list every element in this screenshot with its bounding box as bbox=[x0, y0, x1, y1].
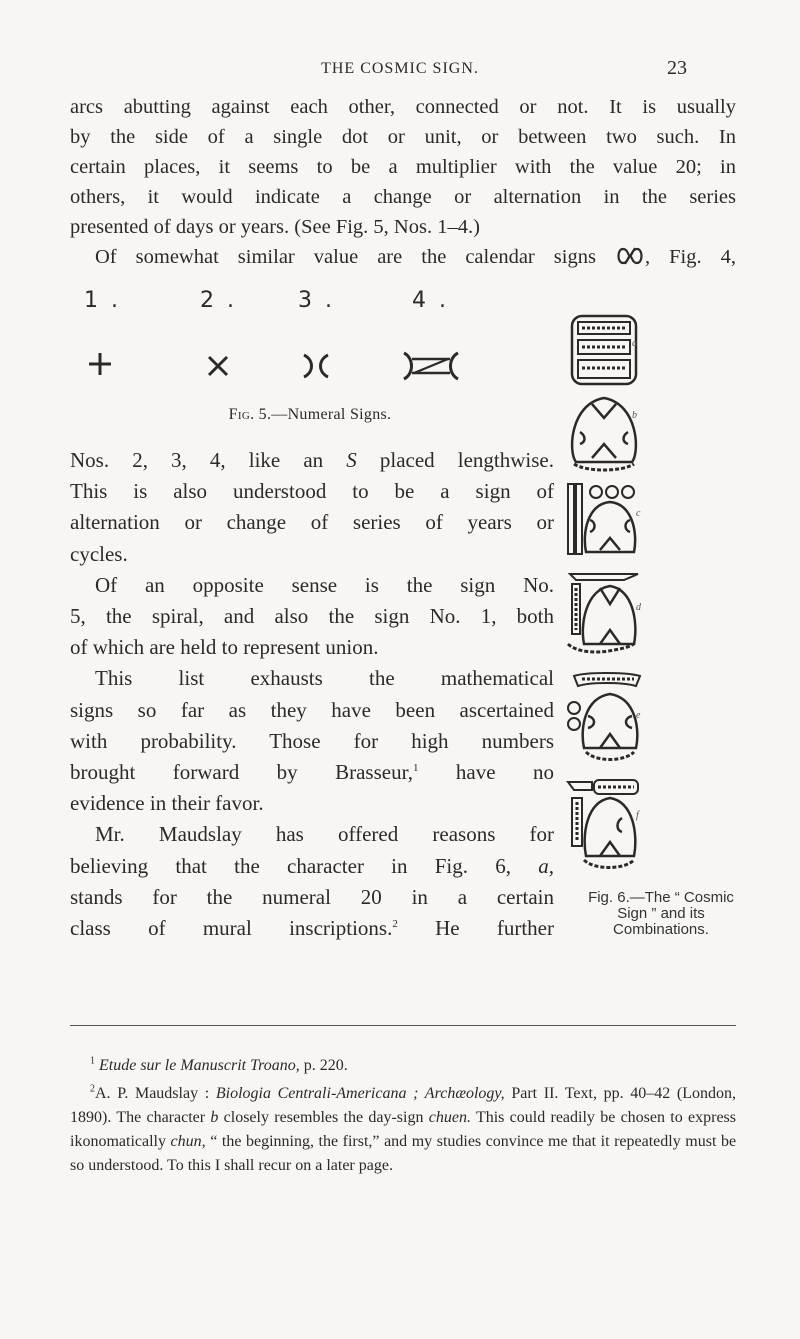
back-to-back-arcs-icon bbox=[298, 352, 334, 380]
figure-6 bbox=[560, 312, 740, 872]
footnote-title: Biologia Centrali-Americana ; Archæology, bbox=[215, 1085, 505, 1102]
text-line: Of an opposite sense is the sign No. bbox=[95, 572, 554, 597]
label-e: e bbox=[636, 710, 641, 721]
figure-5 bbox=[70, 288, 550, 458]
text-fragment: , Fig. 4, bbox=[644, 246, 736, 268]
text-fragment: placed lengthwise. bbox=[379, 448, 555, 472]
running-title: THE COSMIC SIGN. bbox=[321, 60, 479, 77]
cosmic-sign-c-icon bbox=[566, 480, 646, 560]
caption-label: Fig. 5. bbox=[228, 406, 272, 423]
label-d: d bbox=[636, 602, 641, 613]
cross-sign-icon bbox=[206, 354, 230, 378]
text-line: presented of days or years. (See Fig. 5, Nos. 1–4.) bbox=[70, 216, 480, 238]
cosmic-sign-b-icon bbox=[566, 392, 642, 472]
cosmic-sign-d-icon bbox=[566, 570, 646, 654]
label-c: c bbox=[636, 508, 641, 519]
label-b: b bbox=[632, 410, 637, 421]
numeral-label: 1 . bbox=[84, 288, 121, 313]
figure-6-caption bbox=[576, 890, 746, 938]
footnote-italic: chun, bbox=[170, 1133, 206, 1150]
footnote-2 bbox=[70, 1082, 736, 1178]
text-fragment: believing that the character in Fig. 6, bbox=[70, 853, 511, 878]
label-f: f bbox=[636, 810, 639, 821]
numeral-label: 4 . bbox=[412, 288, 449, 313]
footnote-text: Part II. Text, pp. 40–42 (London, 1890). The character bbox=[70, 1085, 737, 1126]
label-a: a bbox=[632, 338, 637, 349]
footnote-ref: 1 bbox=[412, 762, 419, 775]
caption-text: —Numeral Signs. bbox=[271, 406, 392, 423]
caption-text: —The “ Cosmic Sign ” and its Combinations. bbox=[613, 889, 734, 938]
numeral-label: 2 . bbox=[200, 288, 237, 313]
text-line: This list exhausts the mathematical bbox=[95, 666, 554, 691]
text-line: others, it would indicate a change or alternation in the series bbox=[70, 186, 736, 208]
page-number: 23 bbox=[667, 57, 687, 79]
text-fragment: class of mural inscriptions. bbox=[70, 916, 393, 941]
plus-sign-icon bbox=[86, 350, 114, 378]
text-line bbox=[70, 851, 554, 882]
footnote-ref: 2 bbox=[392, 918, 398, 931]
footnotes bbox=[70, 1054, 736, 1178]
opening-paragraph bbox=[70, 92, 736, 272]
footnote-separator bbox=[70, 1025, 736, 1026]
text-line bbox=[70, 445, 554, 476]
text-line: of which are held to represent union. bbox=[70, 635, 379, 660]
lengthwise-s-icon bbox=[400, 350, 462, 382]
cosmic-sign-e-icon bbox=[566, 672, 646, 762]
text-line: This is also understood to be a sign of bbox=[70, 479, 554, 504]
footnote-text: “ the beginning, the first,” bbox=[210, 1133, 380, 1150]
text-line bbox=[70, 242, 736, 272]
text-fragment: brought forward by Brasseur, bbox=[70, 760, 413, 785]
cosmic-sign-a-icon bbox=[566, 312, 642, 388]
caption-label: Fig. 6. bbox=[588, 889, 630, 906]
text-fragment: have no bbox=[455, 760, 554, 785]
footnote-1 bbox=[70, 1054, 736, 1078]
text-line bbox=[70, 913, 554, 944]
text-line: by the side of a single dot or unit, or between two such. In bbox=[70, 126, 736, 148]
text-fragment: He further bbox=[435, 916, 554, 941]
text-line: stands for the numeral 20 in a certain bbox=[70, 884, 554, 909]
footnote-italic: chuen. bbox=[428, 1109, 471, 1126]
calendar-sign-icon bbox=[615, 246, 645, 266]
column-text bbox=[70, 445, 554, 944]
numeral-label: 3 . bbox=[298, 288, 335, 313]
footnote-text: closely resembles the day-sign bbox=[223, 1109, 424, 1126]
footnote-text: and my studies convince me that it repeatedly must be so understood. To this I shall bbox=[70, 1133, 737, 1174]
text-line bbox=[70, 757, 554, 788]
footnote-title: Etude sur le Manuscrit Troano, bbox=[99, 1057, 300, 1074]
text-fragment: Of somewhat similar value are the calendar signs bbox=[95, 246, 596, 268]
text-line: with probability. Those for high numbers bbox=[70, 728, 554, 753]
text-line: alternation or change of series of years or bbox=[70, 510, 554, 535]
italic-s: S bbox=[346, 448, 357, 472]
footnote-text: This could readily be chosen to express ikonomatically bbox=[70, 1109, 736, 1150]
text-line: evidence in their favor. bbox=[70, 791, 264, 816]
text-line: arcs abutting against each other, connected or not. It is usually bbox=[70, 96, 736, 118]
footnote-number: 2 bbox=[90, 1083, 95, 1095]
footnote-text: p. 220. bbox=[303, 1057, 348, 1074]
figure-5-caption bbox=[0, 406, 620, 424]
footnote-text: recur on a later page. bbox=[258, 1157, 393, 1174]
footnote-text: A. P. Maudslay : bbox=[95, 1085, 210, 1102]
cosmic-sign-f-icon bbox=[566, 778, 646, 870]
footnote-italic: b bbox=[210, 1109, 219, 1126]
text-line: signs so far as they have been ascertained bbox=[70, 697, 554, 722]
text-line: 5, the spiral, and also the sign No. 1, both bbox=[70, 604, 554, 629]
text-fragment: Nos. 2, 3, 4, like an bbox=[70, 448, 324, 472]
italic-a: a, bbox=[538, 853, 554, 878]
footnote-number: 1 bbox=[90, 1055, 95, 1067]
text-line: Mr. Maudslay has offered reasons for bbox=[95, 822, 554, 847]
text-line: cycles. bbox=[70, 541, 128, 566]
text-line: certain places, it seems to be a multiplier with the value 20; in bbox=[70, 156, 736, 178]
